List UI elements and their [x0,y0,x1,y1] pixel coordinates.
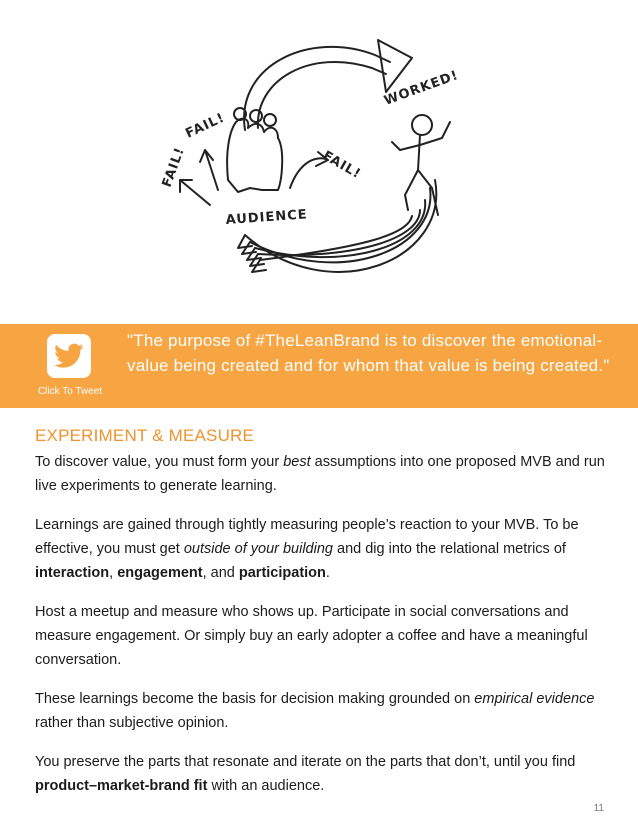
p5-text-c: with an audience. [207,778,325,794]
p4-text-c: rather than subjective opinion. [35,715,229,731]
p2-text-g: , and [202,565,239,581]
paragraph-3: Host a meetup and measure who shows up. Participate in social conversations and measure engagement. Or simply buy an early adopter a coffee and have a meaningful conversation. [35,604,588,668]
p2-emphasis-outside: outside of your building [183,541,333,557]
label-fail-top: FAIL! [183,110,228,142]
section-content [35,426,609,813]
label-worked: WORKED! [382,67,461,109]
section-title: EXPERIMENT & MEASURE [35,426,255,445]
p2-text-c: and dig into the relational metrics of [332,541,566,557]
label-audience: AUDIENCE [225,207,309,228]
twitter-bird-icon[interactable] [47,334,91,378]
p1-text-a: To discover value, you must form your [35,454,284,470]
p4-text-a: These learnings become the basis for decision making grounded on [35,691,475,707]
label-fail-left: FAIL! [159,145,188,190]
p4-emphasis-empirical: empirical evidence [474,691,595,707]
paragraph-1 [35,450,609,498]
click-to-tweet-label[interactable]: Click To Tweet [37,386,103,397]
lean-loop-drawing [150,10,480,310]
p1-text-c: assumptions into one proposed MVB and run live experiments to generate learning. [35,454,605,494]
paragraph-5 [35,750,609,798]
p2-text-i: . [325,565,330,581]
p2-bold-engagement: engagement [117,565,203,581]
paragraph-4 [35,687,609,735]
tweet-quote: "The purpose of #TheLeanBrand is to discover the emotional-value being created and for whom that value is being created." [127,331,610,375]
paragraph-2 [35,513,609,585]
page-number: 11 [593,803,604,814]
p2-text-a: Learnings are gained through tightly measuring people’s reaction to your MVB. To be effective, you must get [35,517,579,557]
p2-bold-participation: participation [238,565,326,581]
p5-bold-fit: product–market-brand fit [35,778,208,794]
label-fail-right: FAIL! [320,148,364,183]
running-figure [412,115,432,135]
p2-bold-interaction: interaction [35,565,110,581]
lean-loop-illustration [150,10,480,310]
p1-emphasis-best: best [283,454,311,470]
p5-text-a: You preserve the parts that resonate and iterate on the parts that don’t, until you find [35,754,576,770]
p2-text-e: , [109,565,118,581]
people-group [227,119,282,192]
top-arrow [244,47,390,130]
click-to-tweet-bar[interactable] [0,324,638,408]
